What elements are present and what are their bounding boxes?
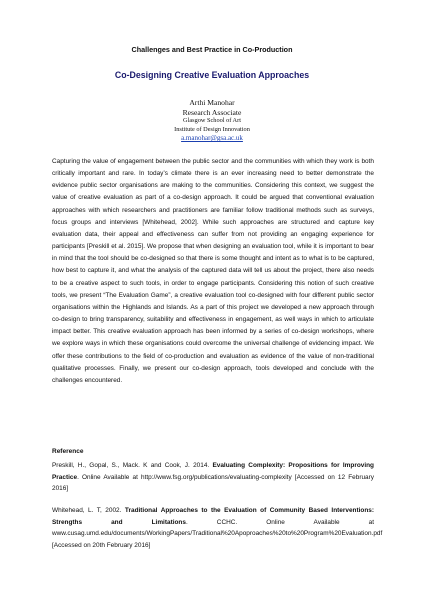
reference-authors: Whitehead, L. T, 2002. xyxy=(52,507,125,514)
references-heading: Reference xyxy=(52,448,84,455)
running-header: Challenges and Best Practice in Co-Production xyxy=(131,45,293,54)
reference-title: Traditional Approaches to the Evaluation of Community Based Interventions: Strengths and Limitations xyxy=(52,507,374,526)
reference-item-1 xyxy=(52,460,374,495)
author-institution: Glasgow School of Art xyxy=(183,117,241,125)
reference-item-2 xyxy=(52,505,383,551)
reference-details: . CCHC. Online Available at www.cusag.umd.edu/documents/WorkingPapers/Traditional%20Apoproaches%20to%20Program%20Evaluation.pdf [Accessed on 20th February 2016] xyxy=(52,518,383,549)
reference-details: . Online Available at http://www.fsg.org/publications/evaluating-complexity [Accessed on 12 February 2016] xyxy=(52,473,374,493)
abstract-text: Capturing the value of engagement between the public sector and the communities with which they work is both critically important and rare. In today’s climate there is an ever increasing need to better demonstrate the evidence public sector organisations are making to the communities. Considering this context, we suggest the value of creative evaluation as part of a co-design approach. It could be argued that conventional evaluation approaches with which researchers and practitioners are familiar follow traditional methods such as surveys, focus groups and interviews [Whitehead, 2002]. While such approaches are structured and capture key evaluation data, their appeal and effectiveness can suffer from not providing an engaging experience for participants [Preskill et al. 2015]. We propose that when designing an evaluation tool, while it is important to bear in mind that the tool should be co-designed so that there is some thought and intent as to what is to be captured, how best to capture it, and what the analysis of the captured data will tell us about the project, there also needs to be a creative aspect to such tools, in order to engage participants. Considering this notion of such creative tools, we present “The Evaluation Game”, a creative evaluation tool co-designed with four different public sector organisations within the Highlands and Islands. As a part of this project we developed a new approach through co-design to bring transparency, suitability and effectiveness in engagement, as well ways in which to articulate impact better. This creative evaluation approach has been informed by a series of co-design workshops, where we explore ways in which these organisations could overcome the universal challenge of evidencing impact. We offer these contributions to the field of co-production and evaluation as evidence of the value of non-traditional qualitative processes. Finally, we present our co-design approach, tools developed and conclude with the challenges encountered. xyxy=(52,158,374,384)
reference-title: Evaluating Complexity: Propositions for Improving Practice xyxy=(52,462,374,481)
author-email-link[interactable]: a.manohar@gsa.ac.uk xyxy=(181,134,243,143)
author-block xyxy=(0,98,424,144)
paper-title: Co-Designing Creative Evaluation Approaches xyxy=(114,70,310,80)
reference-authors: Preskill, H., Gopal, S., Mack. K and Cook, J. 2014. xyxy=(52,462,213,469)
author-name: Arthi Manohar xyxy=(189,98,235,107)
author-institute: Institute of Design Innovation xyxy=(174,125,250,133)
author-role: Research Associate xyxy=(182,107,242,117)
